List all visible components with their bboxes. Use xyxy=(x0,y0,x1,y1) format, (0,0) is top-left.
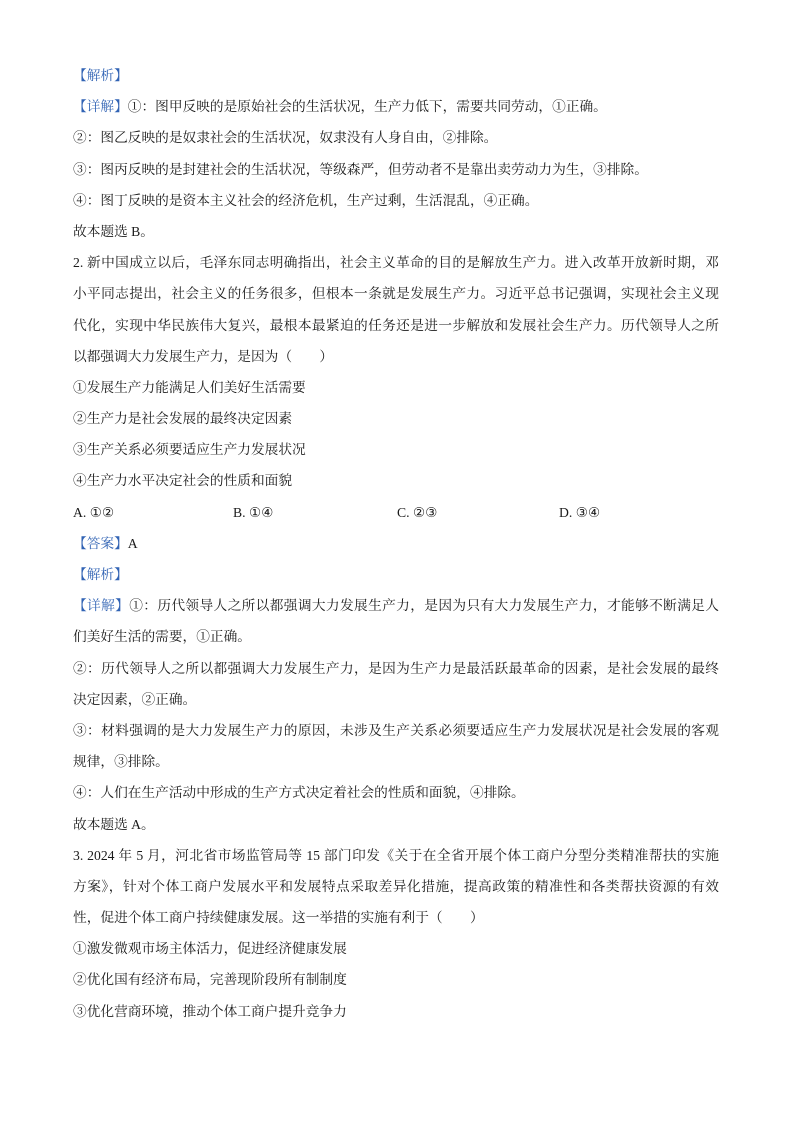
q2-stem-line: 以都强调大力发展生产力，是因为（ ） xyxy=(73,348,334,364)
q2-statement: ②生产力是社会发展的最终决定因素 xyxy=(73,411,293,427)
q2-options xyxy=(73,497,719,528)
q2-conclusion: 故本题选 A。 xyxy=(73,816,155,832)
q1-detail-line: ④：图丁反映的是资本主义社会的经济危机，生产过剩，生活混乱，④正确。 xyxy=(73,192,539,208)
q2-answer xyxy=(73,528,719,559)
q2-stem-line: 代化，实现中华民族伟大复兴，最根本最紧迫的任务还是进一步解放和发展社会生产力。历代领导人之所 xyxy=(73,317,719,333)
q3-statement: ①激发微观市场主体活力，促进经济健康发展 xyxy=(73,941,347,957)
q1-detail-line: ③：图丙反映的是封建社会的生活状况，等级森严，但劳动者不是靠出卖劳动力为生，③排除。 xyxy=(73,161,648,177)
q2-option-a: A. ①② xyxy=(73,504,115,520)
q2-option-d: D. ③④ xyxy=(559,504,601,520)
q2-statement: ④生产力水平决定社会的性质和面貌 xyxy=(73,473,293,489)
detail-label: 【详解】 xyxy=(73,99,128,115)
q2-analysis-heading xyxy=(73,559,719,590)
q2-option-b: B. ①④ xyxy=(233,504,274,520)
q2-option-c: C. ②③ xyxy=(397,504,438,520)
q2-statement: ③生产关系必须要适应生产力发展状况 xyxy=(73,442,306,458)
q2-stem-line: 2. 新中国成立以后，毛泽东同志明确指出，社会主义革命的目的是解放生产力。进入改革开放新时期，邓 xyxy=(73,255,719,271)
q2-detail-line: ③：材料强调的是大力发展生产力的原因，未涉及生产关系必须要适应生产力发展状况是社会发展的客观 xyxy=(73,722,719,738)
q3-stem-line: 3. 2024 年 5 月，河北省市场监管局等 15 部门印发《关于在全省开展个体工商户分型分类精准帮扶的实施 xyxy=(73,847,719,863)
q3-stem-line: 方案》，针对个体工商户发展水平和发展特点采取差异化措施，提高政策的精准性和各类帮扶资源的有效 xyxy=(73,878,719,894)
q3-statement: ②优化国有经济布局，完善现阶段所有制制度 xyxy=(73,972,347,988)
q2-detail-line: 规律，③排除。 xyxy=(73,754,169,770)
analysis-label: 【解析】 xyxy=(73,567,128,582)
q1-conclusion: 故本题选 B。 xyxy=(73,223,154,239)
q3-stem-line: 性，促进个体工商户持续健康发展。这一举措的实施有利于（ ） xyxy=(73,910,484,926)
q1-analysis-heading xyxy=(73,60,719,91)
analysis-label: 【解析】 xyxy=(73,68,128,83)
q2-detail-line xyxy=(73,590,719,621)
answer-label: 【答案】 xyxy=(73,535,128,551)
q2-stem-line: 小平同志提出，社会主义的任务很多，但根本一条就是发展生产力。习近平总书记强调，实现社会主义现 xyxy=(73,286,719,302)
q3-statement: ③优化营商环境，推动个体工商户提升竞争力 xyxy=(73,1003,347,1019)
q1-detail-line xyxy=(73,91,719,122)
detail-label: 【详解】 xyxy=(73,598,130,614)
q2-detail-line: 决定因素，②正确。 xyxy=(73,691,197,707)
q2-statement: ①发展生产力能满足人们美好生活需要 xyxy=(73,379,306,395)
q2-detail-line: 们美好生活的需要，①正确。 xyxy=(73,629,251,645)
q2-detail-line: ④：人们在生产活动中形成的生产方式决定着社会的性质和面貌，④排除。 xyxy=(73,785,525,801)
page-content xyxy=(73,60,719,1027)
q1-detail-line: ②：图乙反映的是奴隶社会的生活状况，奴隶没有人身自由，②排除。 xyxy=(73,130,498,146)
q2-detail-text: ①：历代领导人之所以都强调大力发展生产力，是因为只有大力发展生产力，才能够不断满足人 xyxy=(129,598,719,614)
answer-value: A xyxy=(127,535,138,551)
q2-detail-line: ②：历代领导人之所以都强调大力发展生产力，是因为生产力是最活跃最革命的因素，是社会发展的最终 xyxy=(73,660,719,676)
q1-detail-text: ①：图甲反映的是原始社会的生活状况，生产力低下，需要共同劳动，①正确。 xyxy=(127,99,607,115)
